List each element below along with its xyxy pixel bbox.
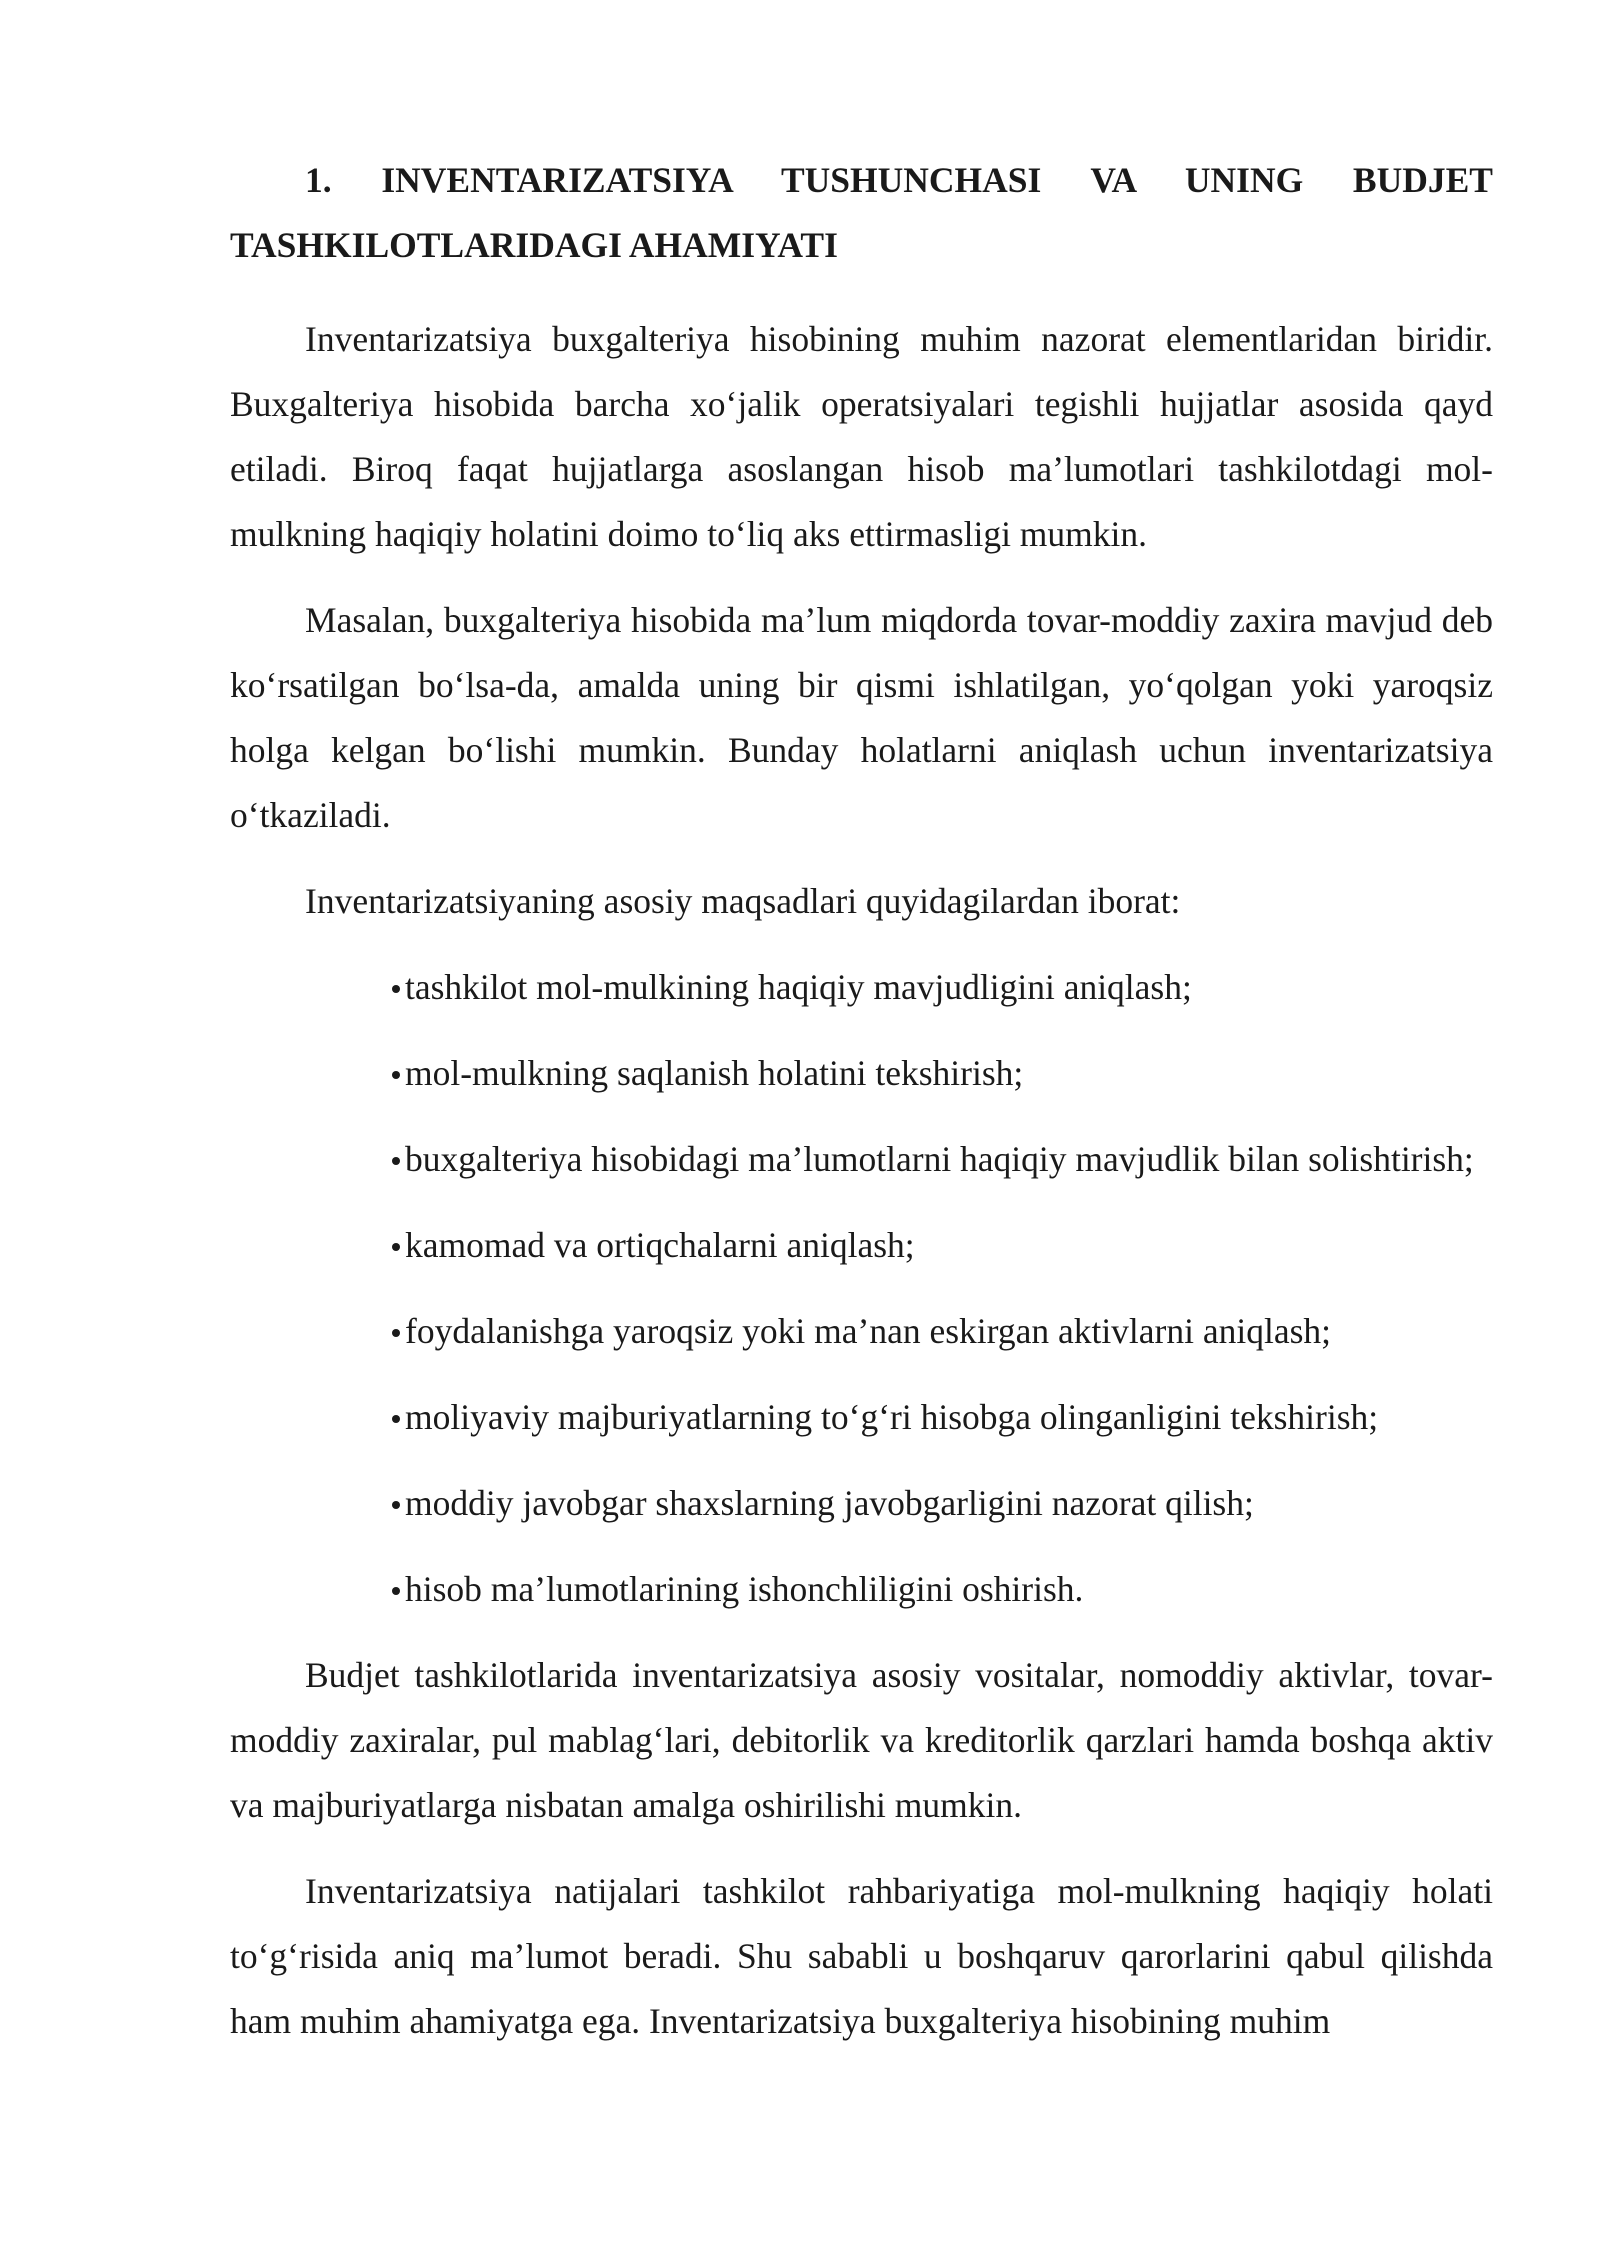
list-item-text: moliyaviy majburiyatlarning to‘g‘ri hisobga olinganligini tekshirish; xyxy=(405,1397,1379,1437)
list-item xyxy=(230,1385,1493,1450)
paragraph: Inventarizatsiya natijalari tashkilot rahbariyatiga mol-mulkning haqiqiy holati to‘g‘risida aniq ma’lumot beradi. Shu sababli u boshqaruv qarorlarini qabul qilishda ham muhim ahamiyatga ega. Inventarizatsiya buxgalteriya hisobining muhim xyxy=(230,1871,1493,2041)
list-item-text: hisob ma’lumotlarining ishonchliligini oshirish. xyxy=(405,1569,1084,1609)
list-item-text: tashkilot mol-mulkining haqiqiy mavjudligini aniqlash; xyxy=(405,967,1192,1007)
bullet-icon xyxy=(392,1071,400,1079)
list-item xyxy=(230,1299,1493,1364)
list-intro: Inventarizatsiyaning asosiy maqsadlari quyidagilardan iborat: xyxy=(305,881,1181,921)
bullet-icon xyxy=(392,1157,400,1165)
list-item-text: foydalanishga yaroqsiz yoki ma’nan eskirgan aktivlarni aniqlash; xyxy=(405,1311,1332,1351)
document-page xyxy=(230,148,1493,2075)
bullet-icon xyxy=(392,1243,400,1251)
list-item xyxy=(230,955,1493,1020)
bullet-icon xyxy=(392,1329,400,1337)
bullet-icon xyxy=(392,1587,400,1595)
list-item xyxy=(230,1041,1493,1106)
list-item xyxy=(230,1127,1493,1192)
goals-list xyxy=(230,955,1493,1622)
paragraph: Masalan, buxgalteriya hisobida ma’lum miqdorda tovar-moddiy zaxira mavjud deb ko‘rsatilgan bo‘lsa-da, amalda uning bir qismi ishlatilgan, yo‘qolgan yoki yaroqsiz holga kelgan bo‘lishi mumkin. Bunday holatlarni aniqlash uchun inventarizatsiya o‘tkaziladi. xyxy=(230,600,1493,835)
list-item-text: mol-mulkning saqlanish holatini tekshirish; xyxy=(405,1053,1024,1093)
paragraph: Inventarizatsiya buxgalteriya hisobining muhim nazorat elementlaridan biridir. Buxgalteriya hisobida barcha xo‘jalik operatsiyalari tegishli hujjatlar asosida qayd etiladi. Biroq faqat hujjatlarga asoslangan hisob ma’lumotlari tashkilotdagi mol-mulkning haqiqiy holatini doimo to‘liq aks ettirmasligi mumkin. xyxy=(230,319,1493,554)
list-item-text: moddiy javobgar shaxslarning javobgarligini nazorat qilish; xyxy=(405,1483,1254,1523)
list-item xyxy=(230,1471,1493,1536)
bullet-icon xyxy=(392,1501,400,1509)
list-item-text: kamomad va ortiqchalarni aniqlash; xyxy=(405,1225,915,1265)
paragraph: Budjet tashkilotlarida inventarizatsiya asosiy vositalar, nomoddiy aktivlar, tovar-moddiy zaxiralar, pul mablag‘lari, debitorlik va kreditorlik qarzlari hamda boshqa aktiv va majburiyatlarga nisbatan amalga oshirilishi mumkin. xyxy=(230,1655,1493,1825)
list-item xyxy=(230,1213,1493,1278)
bullet-icon xyxy=(392,985,400,993)
bullet-icon xyxy=(392,1415,400,1423)
list-item xyxy=(230,1557,1493,1622)
section-heading: 1. INVENTARIZATSIYA TUSHUNCHASI VA UNING BUDJET TASHKILOTLARIDAGI AHAMIYATI xyxy=(230,160,1493,265)
list-item-text: buxgalteriya hisobidagi ma’lumotlarni haqiqiy mavjudlik bilan solishtirish; xyxy=(405,1139,1474,1179)
